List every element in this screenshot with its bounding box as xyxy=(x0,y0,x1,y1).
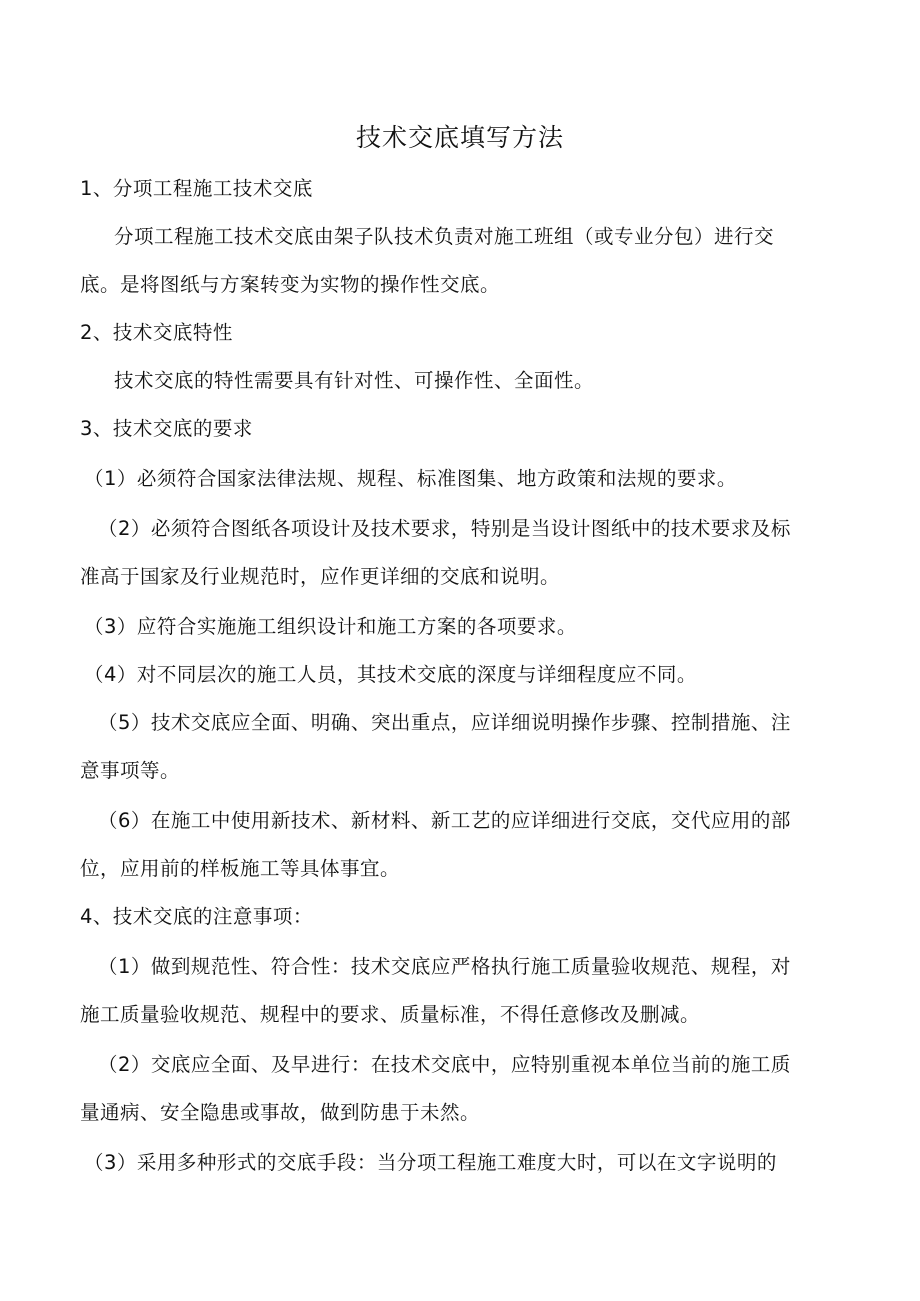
list-item: （4）对不同层次的施工人员，其技术交底的深度与详细程度应不同。 xyxy=(84,663,697,686)
section-heading-1: 1、分项工程施工技术交底 xyxy=(80,177,313,200)
section-heading-4: 4、技术交底的注意事项： xyxy=(80,905,313,928)
list-item: （1）做到规范性、符合性：技术交底应严格执行施工质量验收规范、规程，对 xyxy=(98,955,791,978)
paragraph-line: 分项工程施工技术交底由架子队技术负责对施工班组（或专业分包）进行交 xyxy=(114,225,775,248)
list-item: （1）必须符合国家法律法规、规程、标准图集、地方政策和法规的要求。 xyxy=(84,467,737,490)
list-item: （3）采用多种形式的交底手段：当分项工程施工难度大时，可以在文字说明的 xyxy=(84,1151,777,1174)
list-item-continuation: 量通病、安全隐患或事故，做到防患于未然。 xyxy=(80,1101,481,1124)
list-item-continuation: 准高于国家及行业规范时，应作更详细的交底和说明。 xyxy=(80,565,561,588)
paragraph-line: 技术交底的特性需要具有针对性、可操作性、全面性。 xyxy=(114,369,595,392)
list-item: （2）交底应全面、及早进行：在技术交底中，应特别重视本单位当前的施工质 xyxy=(98,1053,791,1076)
section-heading-2: 2、技术交底特性 xyxy=(80,321,233,344)
list-item: （6）在施工中使用新技术、新材料、新工艺的应详细进行交底，交代应用的部 xyxy=(98,809,791,832)
list-item-continuation: 位，应用前的样板施工等具体事宜。 xyxy=(80,857,401,880)
list-item-continuation: 施工质量验收规范、规程中的要求、质量标准，不得任意修改及删减。 xyxy=(80,1003,701,1026)
page-title: 技术交底填写方法 xyxy=(355,123,564,152)
list-item: （2）必须符合图纸各项设计及技术要求，特别是当设计图纸中的技术要求及标 xyxy=(98,517,791,540)
section-heading-3: 3、技术交底的要求 xyxy=(80,417,253,440)
list-item: （3）应符合实施施工组织设计和施工方案的各项要求。 xyxy=(84,615,577,638)
paragraph-line: 底。是将图纸与方案转变为实物的操作性交底。 xyxy=(80,273,501,296)
list-item-continuation: 意事项等。 xyxy=(80,759,181,782)
list-item: （5）技术交底应全面、明确、突出重点，应详细说明操作步骤、控制措施、注 xyxy=(98,711,791,734)
